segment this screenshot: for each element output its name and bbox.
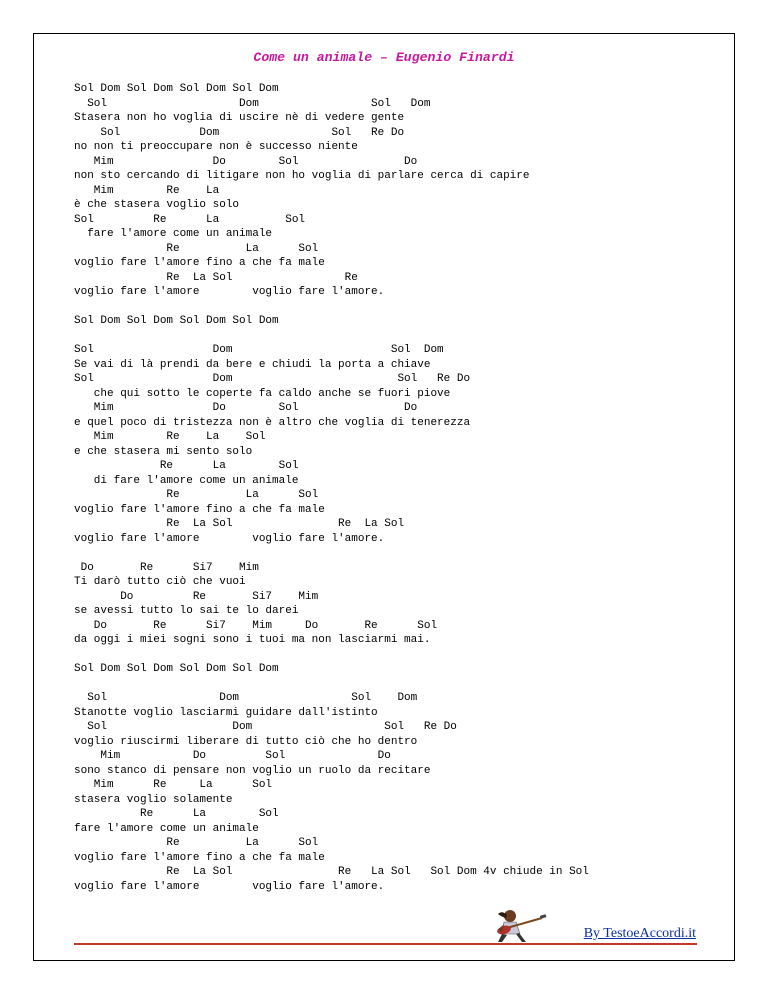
sheet-line: voglio fare l'amore fino a che fa male — [74, 851, 325, 864]
sheet-line: Do Re Si7 Mim — [74, 561, 259, 574]
blank-line — [74, 677, 589, 692]
blank-line — [74, 329, 589, 344]
sheet-line: Se vai di là prendi da bere e chiudi la porta a chiave — [74, 358, 431, 371]
blank-line — [74, 300, 589, 315]
sheet-line: Re La Sol Re La Sol — [74, 518, 405, 530]
sheet-line: fare l'amore come un animale — [74, 228, 273, 240]
sheet-line: Ti darò tutto ciò che vuoi — [74, 576, 246, 588]
sheet-line: e che stasera mi sento solo — [74, 445, 253, 458]
sheet-line: Mim Do Sol Do — [74, 750, 391, 762]
sheet-line: Sol Dom Sol Re Do — [74, 126, 405, 139]
sheet-line: voglio fare l'amore voglio fare l'amore. — [74, 532, 385, 545]
sheet-line: è che stasera voglio solo — [74, 199, 240, 211]
sheet-line: non sto cercando di litigare non ho voglia di parlare cerca di capire — [74, 170, 530, 182]
sheet-line: voglio fare l'amore voglio fare l'amore. — [74, 880, 385, 893]
sheet-line: voglio fare l'amore fino a che fa male — [74, 503, 325, 516]
sheet-line: Re La Sol — [74, 837, 319, 849]
sheet-line: voglio riuscirmi liberare di tutto ciò che ho dentro — [74, 735, 418, 748]
sheet-line: voglio fare l'amore fino a che fa male — [74, 257, 325, 269]
sheet-line: Sol Dom Sol Dom — [74, 97, 431, 110]
sheet-line: Re La Sol — [74, 489, 319, 501]
song-title: Come un animale – Eugenio Finardi — [253, 50, 515, 65]
chord-sheet — [74, 82, 589, 894]
sheet-line: stasera voglio solamente — [74, 793, 233, 806]
sheet-line: e quel poco di tristezza non è altro che voglia di tenerezza — [74, 416, 471, 429]
sheet-line: Sol Dom Sol Dom Sol Dom Sol Dom — [74, 663, 279, 675]
sheet-line: Mim Re La — [74, 184, 220, 197]
sheet-line: Sol Dom Sol Dom Sol Dom Sol Dom — [74, 315, 279, 327]
sheet-line: Mim Re La Sol — [74, 431, 266, 443]
sheet-line: Re La Sol Re La Sol Sol Dom 4v chiude in Sol — [74, 866, 589, 878]
footer-rule — [74, 943, 697, 945]
sheet-line: Sol Dom Sol Dom — [74, 692, 418, 704]
sheet-line: Re La Sol — [74, 460, 299, 472]
sheet-line: Sol Dom Sol Re Do — [74, 373, 471, 385]
sheet-line: Sol Dom Sol Dom Sol Dom Sol Dom — [74, 83, 279, 95]
sheet-line: Mim Do Sol Do — [74, 155, 418, 168]
sheet-line: Stasera non ho voglia di uscire nè di vedere gente — [74, 112, 405, 124]
sheet-line: Re La Sol — [74, 808, 279, 820]
sheet-line: Sol Re La Sol — [74, 213, 306, 226]
testoeaccordi-link[interactable]: By TestoeAccordi.it — [583, 926, 696, 941]
sheet-line: voglio fare l'amore voglio fare l'amore. — [74, 286, 385, 298]
sheet-line: Do Re Si7 Mim — [74, 590, 319, 603]
blank-line — [74, 648, 589, 663]
guitar-player-logo-icon — [480, 908, 552, 944]
sheet-line: di fare l'amore come un animale — [74, 474, 299, 487]
sheet-line: se avessi tutto lo sai te lo darei — [74, 605, 299, 617]
sheet-line: Sol Dom Sol Dom — [74, 344, 444, 356]
sheet-line: fare l'amore come un animale — [74, 822, 259, 835]
sheet-line: Sol Dom Sol Re Do — [74, 721, 457, 733]
blank-line — [74, 546, 589, 561]
sheet-line: Mim Do Sol Do — [74, 402, 418, 414]
sheet-line: sono stanco di pensare non voglio un ruolo da recitare — [74, 764, 431, 777]
sheet-line: Do Re Si7 Mim Do Re Sol — [74, 619, 438, 632]
sheet-line: no non ti preoccupare non è successo niente — [74, 141, 358, 153]
sheet-line: Re La Sol Re — [74, 271, 358, 284]
sheet-line: che qui sotto le coperte fa caldo anche se fuori piove — [74, 387, 451, 400]
sheet-line: Stanotte voglio lasciarmi guidare dall'istinto — [74, 706, 378, 719]
sheet-line: Mim Re La Sol — [74, 779, 273, 791]
sheet-line: da oggi i miei sogni sono i tuoi ma non lasciarmi mai. — [74, 634, 431, 646]
sheet-line: Re La Sol — [74, 242, 319, 255]
